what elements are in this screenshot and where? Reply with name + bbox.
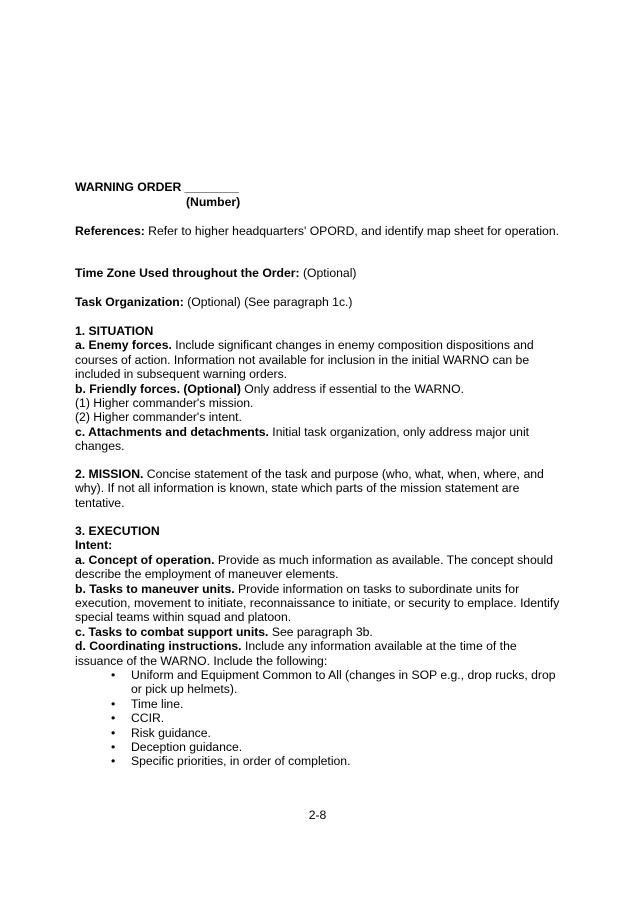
combat-support-paragraph xyxy=(75,625,565,639)
list-item xyxy=(75,740,565,754)
time-zone-paragraph xyxy=(75,266,565,280)
list-item xyxy=(75,711,565,725)
coordinating-paragraph xyxy=(75,639,565,668)
bullet-icon: • xyxy=(111,668,116,682)
higher-intent-item: (2) Higher commander's intent. xyxy=(75,410,242,425)
friendly-forces-label: b. Friendly forces. (Optional) xyxy=(75,381,241,396)
task-organization-text: (Optional) (See paragraph 1c.) xyxy=(183,295,353,309)
task-organization-paragraph xyxy=(75,295,565,309)
execution-heading: 3. EXECUTION xyxy=(75,524,160,538)
references-text: Refer to higher headquarters' OPORD, and identify map sheet for operation. xyxy=(144,224,560,238)
bullet-text: Uniform and Equipment Common to All (changes in SOP e.g., drop rucks, drop or pick up helmets). xyxy=(131,668,556,697)
bullet-icon: • xyxy=(111,754,116,769)
list-item xyxy=(75,726,565,740)
bullet-text: Risk guidance. xyxy=(131,725,211,740)
situation-heading: 1. SITUATION xyxy=(75,324,154,338)
enemy-forces-label: a. Enemy forces. xyxy=(75,338,172,353)
list-item xyxy=(75,697,565,711)
bullet-icon: • xyxy=(111,725,116,740)
coordinating-text: Include any information available at the time of the issuance of the WARNO. Include the following: xyxy=(75,639,517,668)
concept-text: Provide as much information as available. The concept should describe the employment of maneuver elements. xyxy=(75,552,553,582)
enemy-forces-text: Include significant changes in enemy composition dispositions and courses of action. Information not available for inclusion in the initial WARNO can be included in subsequent warning orders. xyxy=(75,338,534,382)
friendly-forces-paragraph xyxy=(75,382,565,396)
maneuver-tasks-label: b. Tasks to maneuver units. xyxy=(75,581,235,596)
bullet-icon: • xyxy=(111,740,116,755)
time-zone-text: (Optional) xyxy=(299,266,357,280)
combat-support-label: c. Tasks to combat support units. xyxy=(75,624,269,639)
bullet-text: Specific priorities, in order of completion. xyxy=(131,754,351,769)
maneuver-tasks-text: Provide information on tasks to subordinate units for execution, movement to initiate, reconnaissance to initiate, or security to emplace. Identify special teams within squad and platoon. xyxy=(75,581,560,625)
attachments-label: c. Attachments and detachments. xyxy=(75,424,269,439)
bullet-text: CCIR. xyxy=(131,711,165,726)
task-organization-label: Task Organization: xyxy=(75,295,184,309)
attachments-paragraph xyxy=(75,425,565,454)
attachments-text: Initial task organization, only address major unit changes. xyxy=(75,424,530,454)
references-paragraph xyxy=(75,224,565,238)
execution-section xyxy=(75,524,565,668)
coordinating-bullet-list xyxy=(75,668,565,769)
concept-label: a. Concept of operation. xyxy=(75,552,215,567)
page-number: 2-8 xyxy=(308,808,327,822)
coordinating-label: d. Coordinating instructions. xyxy=(75,639,242,654)
mission-paragraph xyxy=(75,467,565,510)
friendly-forces-text: Only address if essential to the WARNO. xyxy=(240,381,464,396)
intent-label: Intent: xyxy=(75,538,113,553)
concept-paragraph xyxy=(75,553,565,582)
list-item xyxy=(75,668,565,697)
situation-section xyxy=(75,324,565,454)
order-number-label: (Number) xyxy=(186,195,241,209)
mission-text: Concise statement of the task and purpose (who, what, when, where, and why). If not all information is known, state which parts of the mission statement are tentative. xyxy=(75,467,544,510)
mission-label: 2. MISSION. xyxy=(75,467,144,481)
maneuver-tasks-paragraph xyxy=(75,582,565,625)
order-title: WARNING ORDER ________ xyxy=(75,180,239,194)
list-item xyxy=(75,754,565,768)
combat-support-text: See paragraph 3b. xyxy=(268,624,373,639)
bullet-icon: • xyxy=(111,711,116,726)
bullet-text: Time line. xyxy=(131,696,184,711)
references-label: References: xyxy=(75,224,145,238)
bullet-text: Deception guidance. xyxy=(131,740,243,755)
higher-mission-item: (1) Higher commander's mission. xyxy=(75,396,254,411)
enemy-forces-paragraph xyxy=(75,338,565,381)
time-zone-label: Time Zone Used throughout the Order: xyxy=(75,266,300,280)
bullet-icon: • xyxy=(111,696,116,711)
